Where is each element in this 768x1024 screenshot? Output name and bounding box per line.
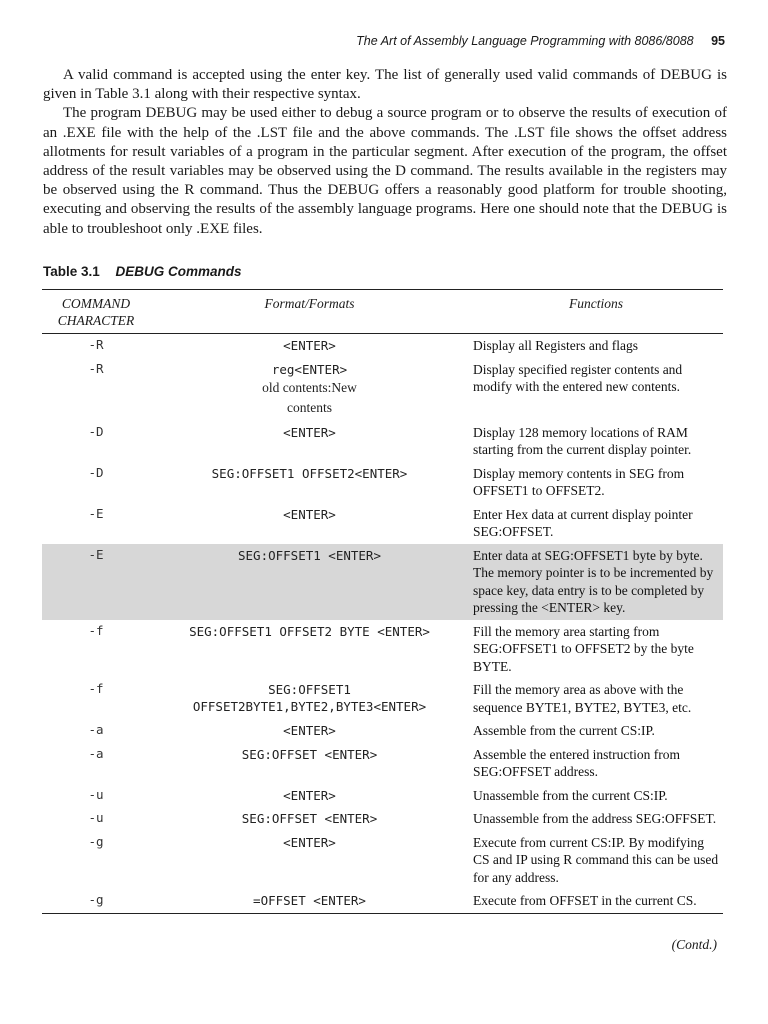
column-header-functions: Functions xyxy=(569,296,623,311)
format-cell xyxy=(150,462,469,503)
function-cell: Fill the memory area starting from SEG:OFFSET1 to OFFSET2 by the byte BYTE. xyxy=(473,623,694,674)
function-cell: Display 128 memory locations of RAM starting from the current display pointer. xyxy=(473,424,692,457)
format-cell xyxy=(150,784,469,808)
format-line: SEG:OFFSET1 xyxy=(268,682,351,697)
format-line: contents xyxy=(287,399,332,415)
table-row xyxy=(42,462,723,503)
format-line: SEG:OFFSET <ENTER> xyxy=(241,811,378,826)
command-cell: -D xyxy=(88,464,104,480)
format-line: <ENTER> xyxy=(283,338,336,353)
table-caption-title: DEBUG Commands xyxy=(115,264,242,279)
column-header-format: Format/Formats xyxy=(264,296,355,311)
format-cell xyxy=(150,334,469,358)
table-caption xyxy=(43,264,242,279)
format-line: <ENTER> xyxy=(283,834,336,850)
command-cell: -a xyxy=(88,745,104,761)
command-cell: -a xyxy=(88,722,104,737)
table-caption-number: Table 3.1 xyxy=(43,264,100,279)
format-cell xyxy=(150,503,469,544)
table-row xyxy=(42,719,723,743)
format-cell xyxy=(150,544,469,620)
function-cell: Display specified register contents and modify with the entered new contents. xyxy=(473,361,683,394)
function-cell: Execute from OFFSET in the current CS. xyxy=(473,893,697,908)
command-cell: -f xyxy=(88,681,104,696)
table-row xyxy=(42,620,723,679)
format-line: SEG:OFFSET <ENTER> xyxy=(241,746,378,762)
function-cell: Unassemble from the address SEG:OFFSET. xyxy=(473,811,717,826)
table-row xyxy=(42,503,723,544)
table-header-row xyxy=(42,290,723,334)
function-cell: Fill the memory area as above with the sequence BYTE1, BYTE2, BYTE3, etc. xyxy=(473,682,692,715)
format-cell xyxy=(150,743,469,784)
column-header-command-line1: COMMAND xyxy=(61,296,131,311)
command-cell: -R xyxy=(88,337,104,352)
format-line: <ENTER> xyxy=(283,424,336,440)
format-line: SEG:OFFSET1 <ENTER> xyxy=(238,547,381,563)
command-cell: -R xyxy=(88,360,104,376)
function-cell: Assemble from the current CS:IP. xyxy=(473,723,655,738)
page-number: 95 xyxy=(711,34,725,48)
command-cell: -E xyxy=(88,505,104,521)
table-row xyxy=(42,807,723,831)
running-title: The Art of Assembly Language Programming with 8086/8088 xyxy=(356,34,694,48)
table-row xyxy=(42,421,723,462)
table-row xyxy=(42,831,723,890)
format-cell xyxy=(150,358,469,421)
format-cell xyxy=(150,678,469,719)
continued-note: (Contd.) xyxy=(671,937,717,952)
format-cell xyxy=(150,620,469,679)
format-line: OFFSET2BYTE1,BYTE2,BYTE3<ENTER> xyxy=(192,699,427,714)
format-line: reg<ENTER> xyxy=(271,361,348,377)
format-cell xyxy=(150,807,469,831)
column-header-command-line2: CHARACTER xyxy=(57,313,135,328)
format-line: <ENTER> xyxy=(283,506,336,522)
function-cell: Unassemble from the current CS:IP. xyxy=(473,787,668,803)
table-row xyxy=(42,678,723,719)
debug-commands-table xyxy=(42,289,723,914)
paragraph: A valid command is accepted using the enter key. The list of generally used valid commands of DEBUG is given in Table 3.1 along with their respective syntax. xyxy=(43,67,727,103)
function-cell: Display memory contents in SEG from OFFSET1 to OFFSET2. xyxy=(473,465,685,498)
format-line: =OFFSET <ENTER> xyxy=(253,893,366,908)
format-cell xyxy=(150,889,469,913)
function-cell: Execute from current CS:IP. By modifying CS and IP using R command this can be used for any address. xyxy=(473,834,719,885)
format-cell xyxy=(150,421,469,462)
table-row xyxy=(42,784,723,808)
table-row-highlighted xyxy=(42,544,723,620)
table-row xyxy=(42,889,723,913)
command-cell: -u xyxy=(88,786,104,802)
command-cell: -E xyxy=(88,546,104,562)
command-cell: -g xyxy=(88,892,104,907)
format-line: SEG:OFFSET1 OFFSET2 BYTE <ENTER> xyxy=(189,623,430,639)
table-row xyxy=(42,334,723,358)
format-cell xyxy=(150,719,469,743)
format-line: SEG:OFFSET1 OFFSET2<ENTER> xyxy=(211,465,408,481)
format-line: old contents:New xyxy=(262,379,357,395)
function-cell: Enter data at SEG:OFFSET1 byte by byte. The memory pointer is to be incremented by space key, data entry is to be completed by pressing the <ENTER> key. xyxy=(473,547,714,615)
column-header-command xyxy=(42,290,150,334)
running-header xyxy=(0,34,725,48)
command-cell: -g xyxy=(88,833,104,849)
command-cell: -u xyxy=(88,810,104,825)
paragraph: The program DEBUG may be used either to debug a source program or to observe the results of execution of an .EXE file with the help of the .LST file and the above commands. The .LST file shows the offset address allotments for result variables of a program in the particular segment. After execution of the program, the offset address of the result variables may be observed using the D command. The results available in the registers may be observed using the R command. Thus the DEBUG offers a reasonably good platform for trouble shooting, executing and observing the results of the assembly language programs. Here one should note that the DEBUG is able to troubleshoot only .EXE files. xyxy=(43,105,727,237)
table-row xyxy=(42,743,723,784)
table-row xyxy=(42,358,723,421)
format-cell xyxy=(150,831,469,890)
body-text xyxy=(43,66,727,239)
function-cell: Enter Hex data at current display pointer SEG:OFFSET. xyxy=(473,506,693,539)
command-cell: -f xyxy=(88,622,104,638)
format-line: <ENTER> xyxy=(283,787,336,803)
command-cell: -D xyxy=(88,423,104,439)
function-cell: Assemble the entered instruction from SEG:OFFSET address. xyxy=(473,746,680,779)
format-line: <ENTER> xyxy=(283,723,336,738)
function-cell: Display all Registers and flags xyxy=(473,338,638,353)
